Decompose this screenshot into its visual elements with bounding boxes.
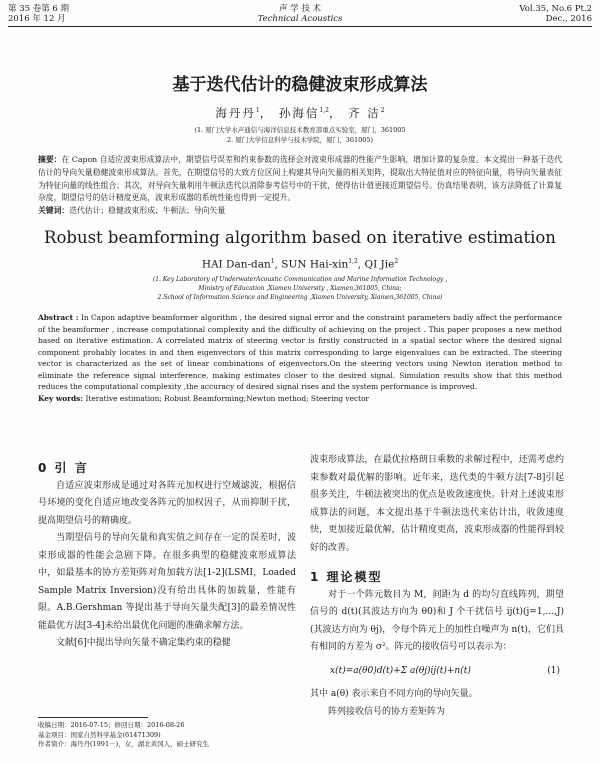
paragraph: 自适应波束形成是通过对各阵元加权进行空域滤波，根据信号环境的变化自适应地改变各阵元的加权因子，从而抑制干扰，提高期望信号的精确度。 [38,480,296,526]
header-center: 声 学 技 术 Technical Acoustics [257,4,343,24]
authors-chinese: 海丹丹$^1$， 孙海信$^{1,2}$， 齐 洁$^2$ [215,106,385,120]
title-chinese: 基于迭代估计的稳健波束形成算法 [172,75,428,95]
left-column [38,460,296,653]
authors-english: HAI Dan-dan$^1$, SUN Hai-xin$^{1,2}$, QI Jie$^2$ [201,258,399,271]
affiliation-cn-1: (1. 厦门大学水声通信与海洋信息技术教育部重点实验室，厦门，361005 [194,126,406,134]
affiliation-en-3: 2.School of Information Science and Engineering ,Xiamen University, Xiamen,361005, China) [157,294,443,301]
section-heading-theory: 1 理论模型 [310,570,383,584]
header-left: 第 35 卷第 6 期 2016 年 12 月 [8,4,70,24]
equation-1: x(t)=a(θ0)d(t)+Σ a(θj)ij(t)+n(t) (1) [330,665,560,676]
paragraph: 其中 a(θ) 表示来自不同方向的导向矢量。 [310,689,478,699]
footnote-rule [38,717,148,718]
title-english: Robust beamforming algorithm based on iterative estimation [44,228,556,247]
header-rule [8,26,592,27]
right-column [310,452,564,721]
paragraph: 阵列接收信号的协方差矩阵为 [328,706,446,717]
affiliation-en-2: Ministry of Education ,Xiamen University , Xiamen,361005, China; [198,285,402,292]
paragraph: 对于一个阵元数目为 M，间距为 d 的均匀直线阵列，期望信号的 d(t)(其波达方向为 θ0)和 J 个干扰信号 ij(t)(j=1,...,J)(其波达方向为 θj)，令每个阵元上的加性白噪声为 n(t)，它们具有相同的方差为 σ²。阵元的接收信号可以表示为： [310,589,564,652]
footnote: 收稿日期：2016-07-15；修回日期：2016-08-26 基金项目：国家自然科学基金(61471309) 作者简介：海丹丹(1991－)，女，湖北黄冈人，硕士研究生 [38,721,210,748]
paragraph: 文献[6]中提出导向矢量不确定集约束的稳健 [56,638,231,648]
paragraph: 当期望信号的导向矢量和真实值之间存在一定的误差时，波束形成器的性能会急剧下降。在很多典型的稳健波束形成算法中，如最基本的协方差矩阵对角加载方法[1-2](LSMI，Loaded Sample Matrix Inversion)没有给出具体的加载量，性能有限。A.B.Gershman 等提出基于导向矢量失配[3]的最差情况性能最优方法[3-4]未给出最优化问题的准确求解方法。 [38,533,296,631]
section-heading-introduction: 0 引 言 [38,461,89,475]
abstract-chinese: 摘要：在 Capon 自适应波束形成算法中，期望信号误差和约束参数的选择会对波束形成器的性能产生影响，增加计算的复杂度。本文提出一种基于迭代估计的导向矢量稳健波束形成算法。首先，在期望信号的大致方位区间上构建其导向矢量的相关矩阵，提取出大特征值对应的特征向量，将导向矢量表征为特征向量的线性组合；其次，对导向矢量利用牛顿法迭代以消除参考信号中的干扰，使得估计值更接近期望信号。仿真结果表明，该方法降低了计算复杂度，期望信号的估计精度更高，波束形成器的系统性能也得到一定提升。 [38,155,562,203]
paragraph: 波束形成算法，在最优拉格朗日乘数的求解过程中，还需考虑约束参数对最优解的影响。近年来，迭代类的牛顿方法[7-8]引起很多关注，牛顿法被突出的优点是收敛速度快。针对上述波束形成算法的问题，本文提出基于牛顿法迭代来估计出，收敛速度快，更加接近最优解，估计精度更高，波束形成器的性能得到较好的改善。 [310,455,564,553]
affiliation-cn-2: 2. 厦门大学信息科学与技术学院，厦门，361005) [226,136,374,144]
abstract-english: Abstract : In Capon adaptive beamformer algorithm , the desired signal error and the constraint parameters badly affect the performance of the beamformer , increase computational complexity and the difficulty of achieving on the project . This paper proposes a new method based on iterative estimation. A correlated matrix of steering vector is firstly constructed in a spatial sector where the desired signal component probably locates in and then eigenvectors of this matrix corresponding to large eigenvalues can be extracted. The steering vector is characterized as the set of linear combinations of eigenvectors.On the steering vectors using Newton iteration method to eliminate the reference signal interference, making estimates closer to the desired signal. Simulation results show that this method reduces the computational complexity ,the accuracy of desired signal rises and the system performance is improved. Key words: Iterative estimation; Robust Beamforming;Newton method; Steering vector [38,313,563,403]
running-header [8,4,592,26]
keywords-chinese: 关键词：迭代估计；稳健波束形成；牛顿法；导向矢量 [38,206,226,215]
affiliation-en-1: (1. Key Laboratory of UnderwaterAcoustic Communication and Marine Information Technology , [152,276,448,283]
header-right: Vol.35, No.6 Pt.2 Dec., 2016 [519,4,592,24]
